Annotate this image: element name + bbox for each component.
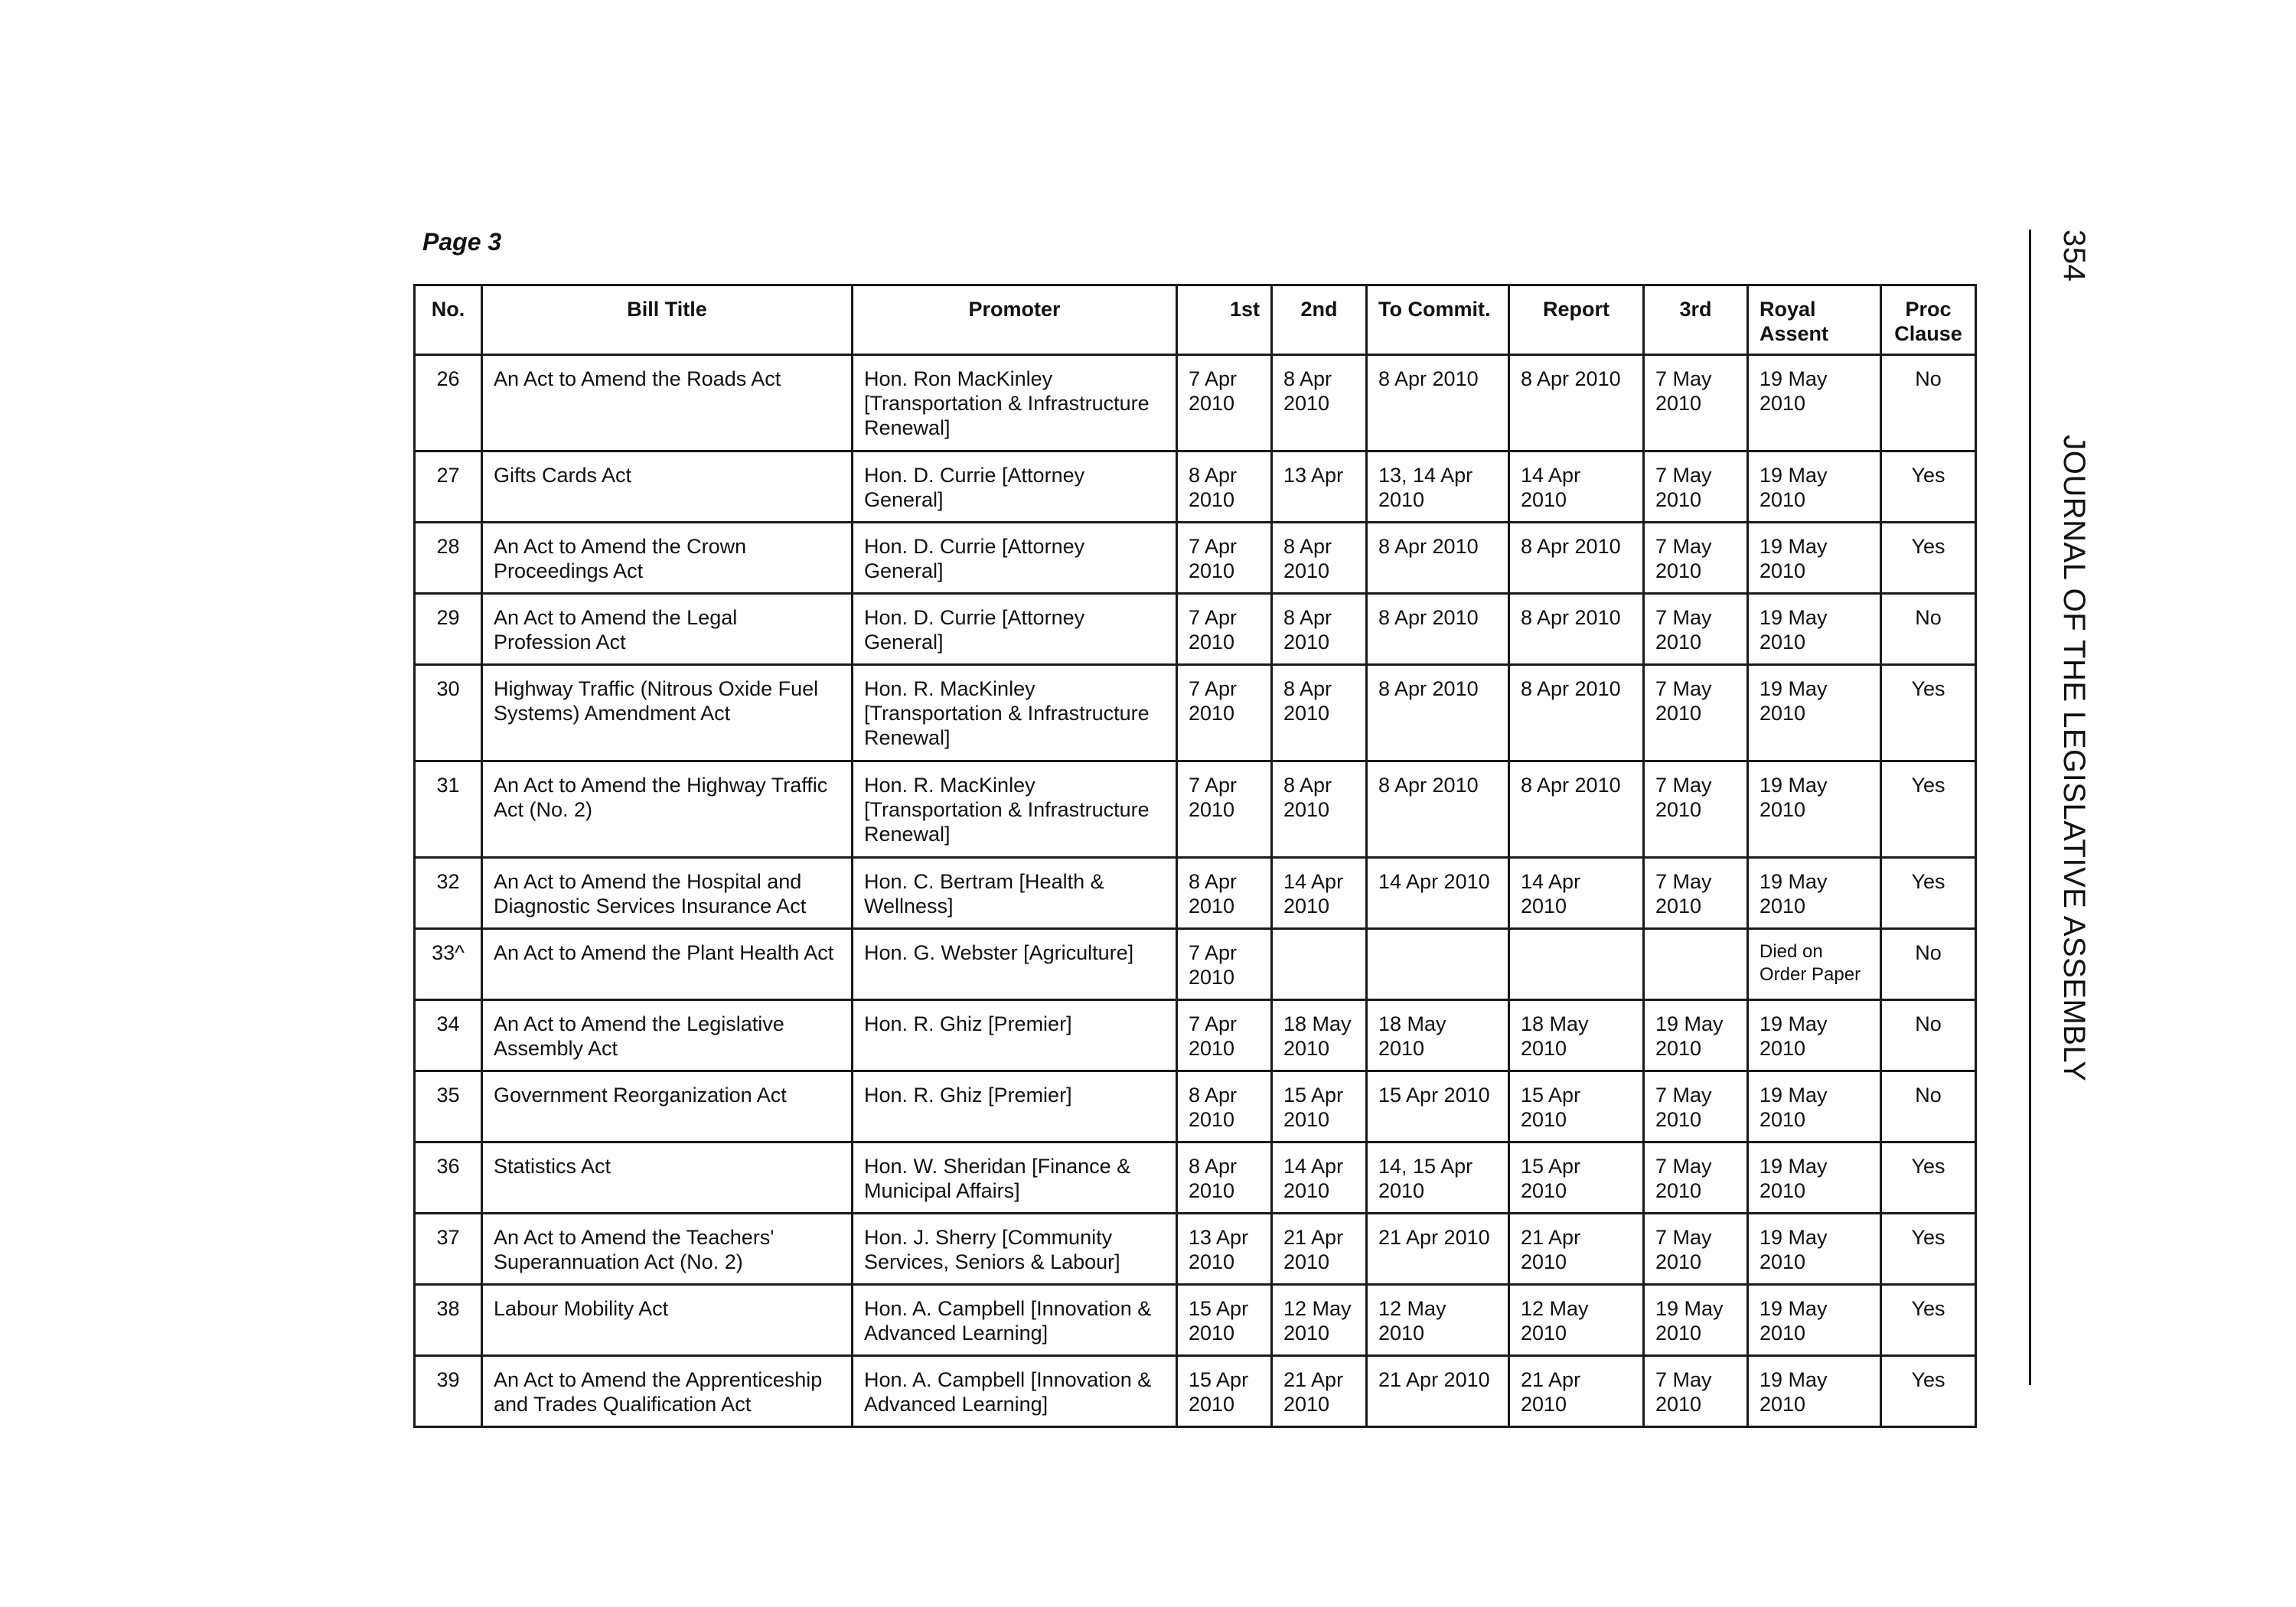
cell-bill-title: An Act to Amend the Teachers' Superannuation Act (No. 2) [482, 1214, 853, 1285]
cell-third-reading: 7 May 2010 [1644, 1356, 1748, 1427]
cell-royal-assent: 19 May 2010 [1748, 355, 1881, 451]
cell-second-reading: 14 Apr 2010 [1272, 1143, 1367, 1214]
cell-no: 39 [415, 1356, 482, 1427]
table-row [415, 523, 1976, 594]
bills-table-body [415, 355, 1976, 1427]
cell-royal-assent: 19 May 2010 [1748, 1356, 1881, 1427]
cell-promoter: Hon. R. Ghiz [Premier] [853, 1071, 1177, 1143]
cell-report: 21 Apr 2010 [1509, 1356, 1644, 1427]
cell-first-reading: 7 Apr 2010 [1177, 665, 1272, 761]
table-row [415, 1000, 1976, 1071]
cell-promoter: Hon. J. Sherry [Community Services, Seniors & Labour] [853, 1214, 1177, 1285]
cell-proc-clause: No [1881, 594, 1976, 665]
cell-no: 26 [415, 355, 482, 451]
cell-to-committee: 8 Apr 2010 [1367, 761, 1509, 858]
cell-first-reading: 7 Apr 2010 [1177, 761, 1272, 858]
cell-bill-title: Highway Traffic (Nitrous Oxide Fuel Systems) Amendment Act [482, 665, 853, 761]
cell-second-reading: 14 Apr 2010 [1272, 858, 1367, 929]
cell-to-committee: 12 May 2010 [1367, 1285, 1509, 1356]
table-row [415, 665, 1976, 761]
cell-first-reading: 15 Apr 2010 [1177, 1285, 1272, 1356]
side-divider [2029, 230, 2031, 1385]
cell-royal-assent: 19 May 2010 [1748, 1071, 1881, 1143]
cell-report: 15 Apr 2010 [1509, 1143, 1644, 1214]
cell-royal-assent: 19 May 2010 [1748, 761, 1881, 858]
bills-table [413, 284, 1977, 1428]
cell-promoter: Hon. Ron MacKinley [Transportation & Infrastructure Renewal] [853, 355, 1177, 451]
cell-royal-assent: 19 May 2010 [1748, 1143, 1881, 1214]
cell-first-reading: 7 Apr 2010 [1177, 594, 1272, 665]
cell-proc-clause: Yes [1881, 858, 1976, 929]
table-row [415, 929, 1976, 1000]
header-bill-title: Bill Title [482, 285, 853, 355]
cell-promoter: Hon. D. Currie [Attorney General] [853, 523, 1177, 594]
cell-third-reading: 19 May 2010 [1644, 1285, 1748, 1356]
header-third-reading: 3rd [1644, 285, 1748, 355]
cell-report: 12 May 2010 [1509, 1285, 1644, 1356]
cell-report: 8 Apr 2010 [1509, 665, 1644, 761]
table-header-row [415, 285, 1976, 355]
cell-bill-title: An Act to Amend the Legislative Assembly Act [482, 1000, 853, 1071]
cell-first-reading: 13 Apr 2010 [1177, 1214, 1272, 1285]
cell-promoter: Hon. C. Bertram [Health & Wellness] [853, 858, 1177, 929]
cell-to-committee: 14 Apr 2010 [1367, 858, 1509, 929]
cell-no: 32 [415, 858, 482, 929]
cell-proc-clause: Yes [1881, 761, 1976, 858]
cell-no: 34 [415, 1000, 482, 1071]
cell-third-reading: 7 May 2010 [1644, 1143, 1748, 1214]
cell-second-reading: 8 Apr 2010 [1272, 523, 1367, 594]
cell-third-reading: 7 May 2010 [1644, 594, 1748, 665]
header-proc-clause: Proc Clause [1881, 285, 1976, 355]
header-second-reading: 2nd [1272, 285, 1367, 355]
cell-promoter: Hon. R. MacKinley [Transportation & Infrastructure Renewal] [853, 761, 1177, 858]
cell-first-reading: 8 Apr 2010 [1177, 858, 1272, 929]
journal-running-head [2056, 230, 2092, 1081]
cell-to-committee: 15 Apr 2010 [1367, 1071, 1509, 1143]
cell-third-reading: 7 May 2010 [1644, 1214, 1748, 1285]
cell-third-reading: 7 May 2010 [1644, 451, 1748, 523]
cell-second-reading: 21 Apr 2010 [1272, 1356, 1367, 1427]
cell-report: 8 Apr 2010 [1509, 523, 1644, 594]
cell-promoter: Hon. W. Sheridan [Finance & Municipal Affairs] [853, 1143, 1177, 1214]
cell-to-committee: 8 Apr 2010 [1367, 594, 1509, 665]
cell-royal-assent: 19 May 2010 [1748, 523, 1881, 594]
cell-proc-clause: Yes [1881, 451, 1976, 523]
cell-no: 38 [415, 1285, 482, 1356]
cell-bill-title: An Act to Amend the Apprenticeship and Trades Qualification Act [482, 1356, 853, 1427]
cell-bill-title: An Act to Amend the Plant Health Act [482, 929, 853, 1000]
cell-no: 29 [415, 594, 482, 665]
table-row [415, 1071, 1976, 1143]
table-row [415, 1143, 1976, 1214]
cell-to-committee: 8 Apr 2010 [1367, 665, 1509, 761]
table-row [415, 761, 1976, 858]
cell-no: 35 [415, 1071, 482, 1143]
table-row [415, 1214, 1976, 1285]
header-first-reading: 1st [1177, 285, 1272, 355]
cell-royal-assent: 19 May 2010 [1748, 665, 1881, 761]
table-row [415, 1285, 1976, 1356]
cell-third-reading: 7 May 2010 [1644, 355, 1748, 451]
cell-first-reading: 7 Apr 2010 [1177, 523, 1272, 594]
table-row [415, 1356, 1976, 1427]
cell-promoter: Hon. A. Campbell [Innovation & Advanced Learning] [853, 1356, 1177, 1427]
cell-second-reading [1272, 929, 1367, 1000]
cell-third-reading: 7 May 2010 [1644, 665, 1748, 761]
cell-first-reading: 7 Apr 2010 [1177, 355, 1272, 451]
cell-first-reading: 8 Apr 2010 [1177, 1071, 1272, 1143]
cell-bill-title: Gifts Cards Act [482, 451, 853, 523]
cell-promoter: Hon. R. Ghiz [Premier] [853, 1000, 1177, 1071]
table-row [415, 594, 1976, 665]
table-row [415, 451, 1976, 523]
cell-second-reading: 21 Apr 2010 [1272, 1214, 1367, 1285]
cell-to-committee: 18 May 2010 [1367, 1000, 1509, 1071]
cell-to-committee: 13, 14 Apr 2010 [1367, 451, 1509, 523]
cell-royal-assent: 19 May 2010 [1748, 1285, 1881, 1356]
cell-proc-clause: Yes [1881, 665, 1976, 761]
cell-first-reading: 7 Apr 2010 [1177, 1000, 1272, 1071]
cell-bill-title: Labour Mobility Act [482, 1285, 853, 1356]
cell-bill-title: An Act to Amend the Hospital and Diagnostic Services Insurance Act [482, 858, 853, 929]
header-no: No. [415, 285, 482, 355]
cell-proc-clause: Yes [1881, 523, 1976, 594]
cell-third-reading: 19 May 2010 [1644, 1000, 1748, 1071]
header-royal-assent: Royal Assent [1748, 285, 1881, 355]
cell-to-committee: 8 Apr 2010 [1367, 523, 1509, 594]
cell-first-reading: 8 Apr 2010 [1177, 451, 1272, 523]
cell-no: 30 [415, 665, 482, 761]
cell-bill-title: An Act to Amend the Highway Traffic Act (No. 2) [482, 761, 853, 858]
cell-to-committee: 14, 15 Apr 2010 [1367, 1143, 1509, 1214]
cell-bill-title: An Act to Amend the Legal Profession Act [482, 594, 853, 665]
cell-report: 18 May 2010 [1509, 1000, 1644, 1071]
cell-royal-assent: 19 May 2010 [1748, 1000, 1881, 1071]
cell-proc-clause: No [1881, 1071, 1976, 1143]
cell-report: 8 Apr 2010 [1509, 355, 1644, 451]
cell-third-reading [1644, 929, 1748, 1000]
cell-third-reading: 7 May 2010 [1644, 858, 1748, 929]
header-promoter: Promoter [853, 285, 1177, 355]
cell-no: 33^ [415, 929, 482, 1000]
cell-proc-clause: Yes [1881, 1356, 1976, 1427]
cell-proc-clause: Yes [1881, 1143, 1976, 1214]
cell-no: 36 [415, 1143, 482, 1214]
cell-to-committee: 21 Apr 2010 [1367, 1214, 1509, 1285]
cell-royal-assent: 19 May 2010 [1748, 451, 1881, 523]
cell-first-reading: 8 Apr 2010 [1177, 1143, 1272, 1214]
cell-no: 28 [415, 523, 482, 594]
page-label: Page 3 [422, 228, 502, 256]
cell-report: 14 Apr 2010 [1509, 451, 1644, 523]
cell-no: 27 [415, 451, 482, 523]
cell-no: 37 [415, 1214, 482, 1285]
cell-second-reading: 13 Apr [1272, 451, 1367, 523]
cell-third-reading: 7 May 2010 [1644, 1071, 1748, 1143]
cell-promoter: Hon. D. Currie [Attorney General] [853, 451, 1177, 523]
cell-royal-assent: 19 May 2010 [1748, 858, 1881, 929]
cell-promoter: Hon. R. MacKinley [Transportation & Infrastructure Renewal] [853, 665, 1177, 761]
cell-bill-title: An Act to Amend the Roads Act [482, 355, 853, 451]
cell-royal-assent: Died on Order Paper [1748, 929, 1881, 1000]
cell-royal-assent: 19 May 2010 [1748, 594, 1881, 665]
journal-page-number: 354 [2057, 230, 2091, 282]
cell-report: 8 Apr 2010 [1509, 761, 1644, 858]
cell-first-reading: 15 Apr 2010 [1177, 1356, 1272, 1427]
cell-third-reading: 7 May 2010 [1644, 523, 1748, 594]
cell-first-reading: 7 Apr 2010 [1177, 929, 1272, 1000]
cell-third-reading: 7 May 2010 [1644, 761, 1748, 858]
header-to-committee: To Commit. [1367, 285, 1509, 355]
cell-proc-clause: No [1881, 355, 1976, 451]
cell-report: 21 Apr 2010 [1509, 1214, 1644, 1285]
cell-bill-title: An Act to Amend the Crown Proceedings Act [482, 523, 853, 594]
cell-promoter: Hon. G. Webster [Agriculture] [853, 929, 1177, 1000]
table-row [415, 858, 1976, 929]
cell-promoter: Hon. A. Campbell [Innovation & Advanced Learning] [853, 1285, 1177, 1356]
cell-proc-clause: No [1881, 929, 1976, 1000]
cell-proc-clause: No [1881, 1000, 1976, 1071]
journal-title: JOURNAL OF THE LEGISLATIVE ASSEMBLY [2057, 435, 2091, 1082]
table-row [415, 355, 1976, 451]
cell-proc-clause: Yes [1881, 1214, 1976, 1285]
cell-to-committee: 21 Apr 2010 [1367, 1356, 1509, 1427]
header-report: Report [1509, 285, 1644, 355]
cell-report: 15 Apr 2010 [1509, 1071, 1644, 1143]
cell-report: 8 Apr 2010 [1509, 594, 1644, 665]
cell-second-reading: 8 Apr 2010 [1272, 594, 1367, 665]
cell-bill-title: Government Reorganization Act [482, 1071, 853, 1143]
cell-report [1509, 929, 1644, 1000]
cell-to-committee [1367, 929, 1509, 1000]
cell-second-reading: 8 Apr 2010 [1272, 355, 1367, 451]
cell-bill-title: Statistics Act [482, 1143, 853, 1214]
cell-second-reading: 18 May 2010 [1272, 1000, 1367, 1071]
cell-no: 31 [415, 761, 482, 858]
cell-to-committee: 8 Apr 2010 [1367, 355, 1509, 451]
cell-second-reading: 15 Apr 2010 [1272, 1071, 1367, 1143]
cell-second-reading: 12 May 2010 [1272, 1285, 1367, 1356]
cell-second-reading: 8 Apr 2010 [1272, 761, 1367, 858]
cell-second-reading: 8 Apr 2010 [1272, 665, 1367, 761]
cell-promoter: Hon. D. Currie [Attorney General] [853, 594, 1177, 665]
cell-royal-assent: 19 May 2010 [1748, 1214, 1881, 1285]
cell-proc-clause: Yes [1881, 1285, 1976, 1356]
cell-report: 14 Apr 2010 [1509, 858, 1644, 929]
